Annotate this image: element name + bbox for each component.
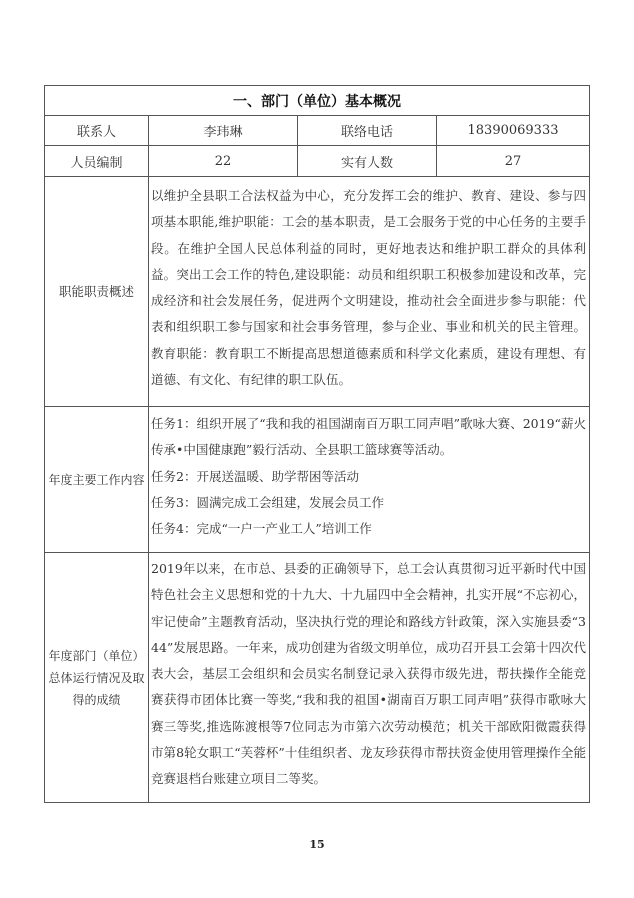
staff-row: [45, 146, 589, 177]
task-item: 任务3：圆满完成工会组建，发展会员工作: [151, 494, 384, 510]
basic-info-table: [44, 85, 590, 803]
actual-staff-value: 27: [436, 146, 589, 176]
achievements-label-line: 年度部门（单位）: [48, 648, 145, 663]
achievements-text-cell: [148, 553, 589, 802]
duties-label: 职能职责概述: [58, 283, 134, 299]
task-item: 任务4：完成“一户一产业工人”培训工作: [151, 521, 372, 537]
achievements-text: 2019年以来，在市总、县委的正确领导下，总工会认真贯彻习近平新时代中国特色社会主义思想和党的十九大、十九届四中全会精神，扎实开展“不忘初心，牢记使命”主题教育活动，坚决执行党的理论和路线方针政策，深入实施县委“344”发展思路。一年来，成功创建为省级文明单位，成功召开县工会第十四次代表大会，基层工会组织和会员实名制登记录入获得市级先进，帮扶操作全能竞赛获得市团体比赛一等奖,“我和我的祖国•湖南百万职工同声唱”获得市歌咏大赛三等奖,推选陈渡根等7位同志为市第六次劳动模范；机关干部欧阳微霞获得市第8轮女职工“芙蓉杯”十佳组织者、龙友珍获得市帮扶资金使用管理操作全能竞赛退档台账建立项目二等奖。: [151, 561, 586, 787]
task-item: 任务1：组织开展了“我和我的祖国湖南百万职工同声唱”歌咏大赛、2019“薪火传承•中国健康跑”毅行活动、全县职工篮球赛等活动。: [151, 416, 586, 458]
contact-label: 联系人: [76, 125, 116, 140]
section-title: 一、部门（单位）基本概况: [233, 93, 401, 110]
duties-text: 以维护全县职工合法权益为中心，充分发挥工会的维护、教育、建设、参与四项基本职能,维护职能：工会的基本职责，是工会服务于党的中心任务的主要手段。在维护全国人民总体利益的同时，更好地表达和维护职工群众的具体利益。突出工会工作的特色,建设职能：动员和组织职工积极参加建设和改革，完成经济和社会发展任务，促进两个文明建设，推动社会全面进步参与职能：代表和组织职工参与国家和社会事务管理，参与企业、事业和机关的民主管理。教育职能：教育职工不断提高思想道德素质和科学文化素质，建设有理想、有道德、有文化、有纪律的职工队伍。: [151, 188, 586, 388]
actual-staff-label: 实有人数: [297, 146, 436, 176]
work-tasks-cell: [148, 407, 589, 552]
staff-label: 人员编制: [70, 155, 123, 171]
staff-value: 22: [148, 146, 297, 176]
duties-text-cell: [148, 177, 589, 406]
achievements-label: [45, 553, 148, 802]
table-header-row: [45, 86, 589, 116]
contact-row: [45, 116, 589, 146]
achievements-label-line: 总体运行情况及取: [48, 670, 145, 685]
duties-row: [45, 177, 589, 407]
work-row: [45, 407, 589, 553]
contact-value: 李玮琳: [148, 116, 297, 145]
achievements-row: [45, 553, 589, 802]
phone-value: 18390069333: [436, 116, 589, 145]
achievements-label-line: 得的成绩: [72, 692, 121, 707]
page-number: 15: [309, 838, 325, 851]
phone-label: 联络电话: [297, 116, 436, 145]
task-item: 任务2：开展送温暖、助学帮困等活动: [151, 468, 359, 484]
work-label: 年度主要工作内容: [48, 472, 145, 487]
